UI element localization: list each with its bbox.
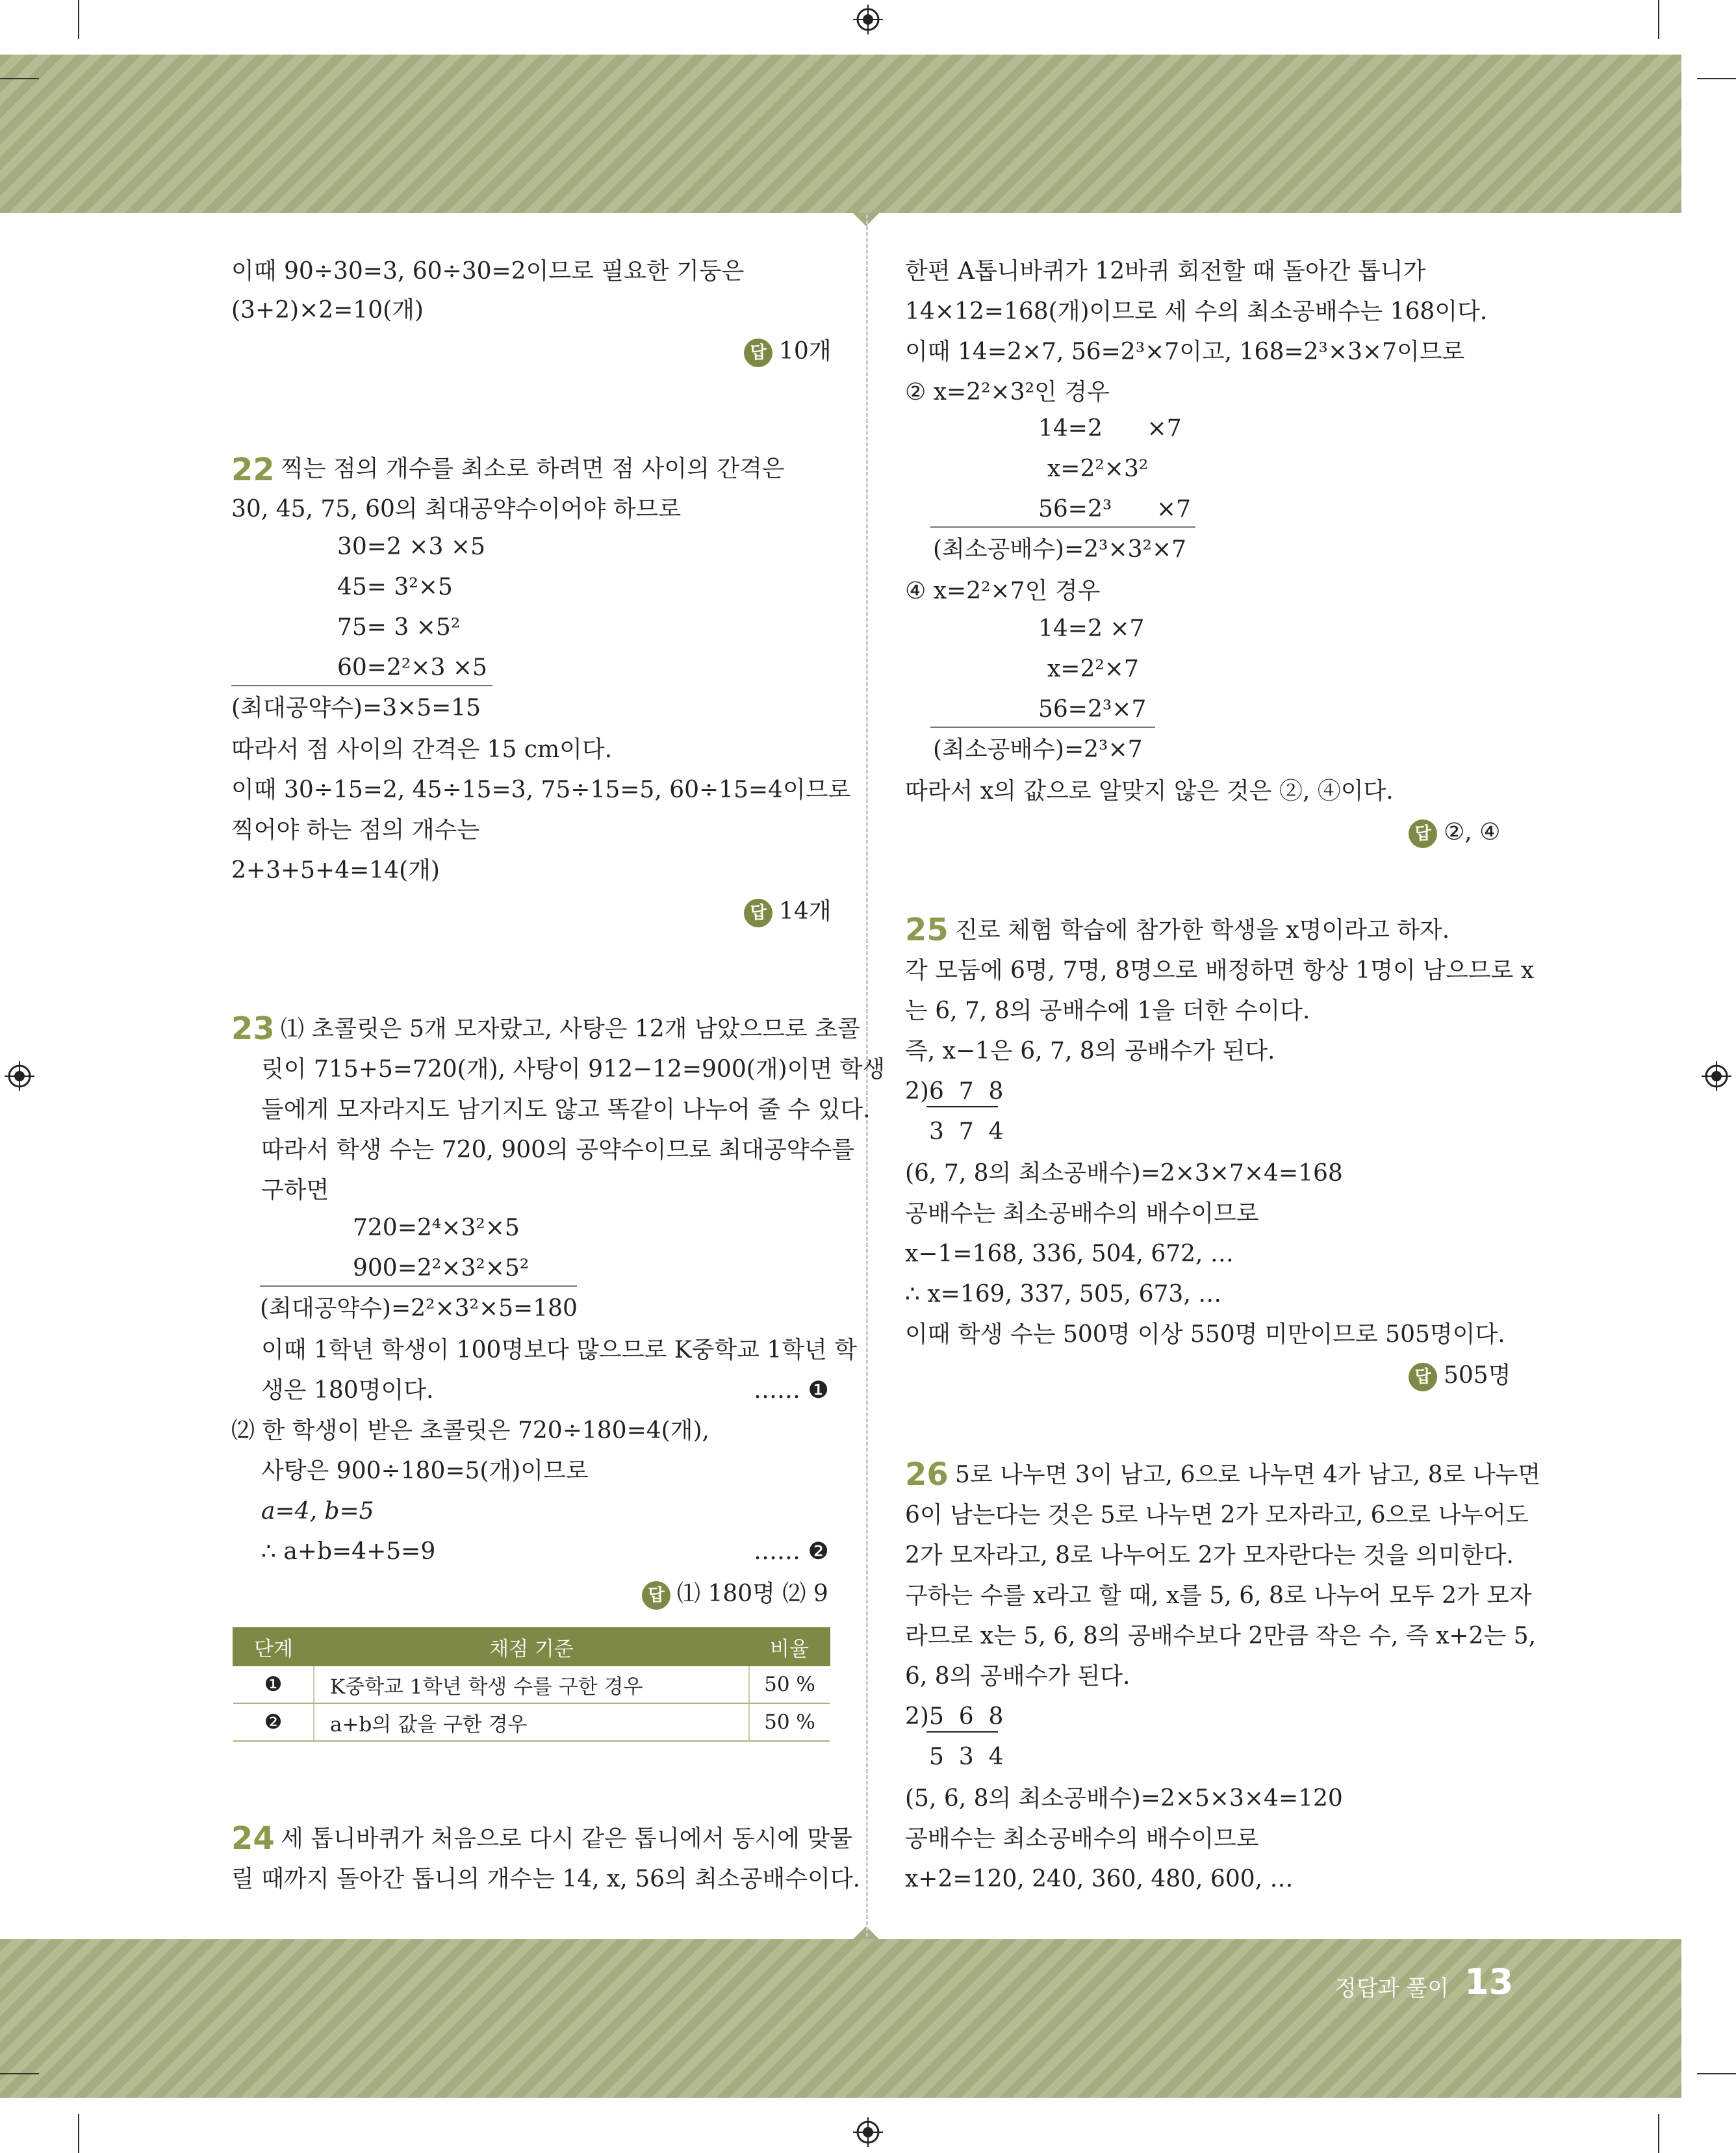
factorization-line: 14=2 ×7 [1038, 415, 1182, 442]
problem-text: 라므로 x는 5, 6, 8의 공배수보다 2만큼 작은 수, 즉 x+2는 5, [905, 1623, 1537, 1649]
factorization-line: 60=2²×3 ×5 [337, 654, 487, 681]
gcd-line: (최대공약수)=3×5=15 [231, 695, 481, 721]
solution-line: 찍어야 하는 점의 개수는 [231, 817, 480, 844]
crop-mark [1697, 78, 1736, 79]
registration-mark-icon [853, 5, 883, 34]
factorization-line: 720=2⁴×3²×5 [353, 1215, 520, 1241]
table-cell: ❷ [233, 1703, 314, 1741]
problem-text: 찍는 점의 개수를 최소로 하려면 점 사이의 간격은 [281, 456, 785, 482]
answer-box [1409, 1361, 1511, 1391]
solution-line: 이때 학생 수는 500명 이상 550명 미만이므로 505명이다. [905, 1321, 1505, 1348]
header-band [0, 55, 1681, 213]
factorization-line: 56=2³×7 [1038, 696, 1147, 723]
answer-box [744, 897, 832, 927]
problem-text: 6, 8의 공배수가 된다. [905, 1663, 1130, 1690]
crop-mark [1658, 2114, 1659, 2153]
registration-mark-icon [853, 2117, 883, 2147]
gcd-line: (최대공약수)=2²×3²×5=180 [260, 1295, 578, 1322]
problem-text: 따라서 학생 수는 720, 900의 공약수이므로 최대공약수를 [261, 1137, 855, 1163]
problem-text: 5로 나누면 3이 남고, 6으로 나누면 4가 남고, 8로 나누면 [955, 1462, 1541, 1488]
division-bottom: 5 3 4 [929, 1744, 1004, 1770]
problem-text: 들에게 모자라지도 남기지도 않고 똑같이 나누어 줄 수 있다. [261, 1096, 871, 1123]
table-cell: K중학교 1학년 학생 수를 구한 경우 [314, 1666, 749, 1703]
crop-mark [1697, 2073, 1736, 2074]
solution-line: a=4, b=5 [261, 1498, 374, 1525]
factorization-line: 30=2 ×3 ×5 [337, 534, 485, 560]
answer-box [642, 1579, 828, 1610]
factorization-line: 14=2 ×7 [1038, 615, 1145, 642]
factorization-line: x=2²×7 [1047, 656, 1139, 682]
scoring-table [233, 1627, 830, 1742]
division-top: 2)5 6 8 [905, 1703, 1004, 1730]
solution-line: 14×12=168(개)이므로 세 수의 최소공배수는 168이다. [905, 298, 1488, 325]
registration-mark-icon [5, 1061, 34, 1091]
solution-line: 공배수는 최소공배수의 배수이므로 [905, 1825, 1259, 1852]
table-row [233, 1666, 830, 1703]
solution-line: ∴ x=169, 337, 505, 673, … [905, 1281, 1222, 1308]
solution-line: ② x=2²×3²인 경우 [905, 379, 1110, 406]
problem-text: 릴 때까지 돌아간 톱니의 개수는 14, x, 56의 최소공배수이다. [231, 1866, 861, 1892]
factorization-line: 56=2³ ×7 [1038, 496, 1192, 522]
solution-line: ∴ a+b=4+5=9 [261, 1538, 436, 1565]
problem-number: 23 [231, 1011, 275, 1047]
answer-text: 505명 [1444, 1362, 1511, 1389]
problem-text: 구하면 [261, 1177, 329, 1204]
solution-line: ⑵ 한 학생이 받은 초콜릿은 720÷180=4(개), [231, 1417, 709, 1444]
answer-badge: 답 [1409, 1363, 1437, 1391]
answer-text: ②, ④ [1444, 819, 1501, 845]
solution-line: 사탕은 900÷180=5(개)이므로 [261, 1458, 589, 1484]
problem-text: ⑴ 초콜릿은 5개 모자랐고, 사탕은 12개 남았으므로 초콜 [281, 1016, 860, 1042]
intro-line: 이때 90÷30=3, 60÷30=2이므로 필요한 기둥은 [231, 258, 745, 285]
answer-badge: 답 [1409, 819, 1437, 848]
division-top: 2)6 7 8 [905, 1078, 1004, 1105]
solution-line: x−1=168, 336, 504, 672, … [905, 1241, 1234, 1267]
step-marker: …… ❷ [754, 1538, 829, 1565]
problem-text: 진로 체험 학습에 참가한 학생을 x명이라고 하자. [955, 917, 1450, 944]
factorization-line: 75= 3 ×5² [337, 614, 461, 641]
problem-number: 26 [905, 1456, 949, 1493]
problem-text: 즉, x−1은 6, 7, 8의 공배수가 된다. [905, 1038, 1275, 1064]
answer-box [744, 337, 832, 367]
problem-text: 구하는 수를 x라고 할 때, x를 5, 6, 8로 나누어 모두 2가 모자 [905, 1582, 1532, 1609]
table-header: 단계 [233, 1628, 314, 1666]
footer-band [0, 1939, 1681, 2098]
table-row [233, 1703, 830, 1741]
factorization-line: 45= 3²×5 [337, 574, 453, 600]
crop-mark [1658, 0, 1659, 39]
solution-line: 생은 180명이다. [261, 1377, 434, 1404]
footer-label: 정답과 풀이 [1335, 1976, 1449, 2002]
solution-line: 따라서 x의 값으로 알맞지 않은 것은 ②, ④이다. [905, 778, 1394, 805]
lcm-line: (최소공배수)=2³×3²×7 [933, 536, 1187, 563]
problem-number: 24 [231, 1820, 275, 1857]
solution-line: x+2=120, 240, 360, 480, 600, … [905, 1866, 1294, 1892]
problem-text: 세 톱니바퀴가 처음으로 다시 같은 톱니에서 동시에 맞물 [281, 1825, 852, 1852]
crop-mark [0, 2073, 39, 2074]
underline-rule [260, 1285, 577, 1287]
table-header: 채점 기준 [314, 1628, 749, 1666]
answer-text: ⑴ 180명 ⑵ 9 [677, 1580, 828, 1607]
solution-line: (5, 6, 8의 최소공배수)=2×5×3×4=120 [905, 1785, 1343, 1812]
intro-line: (3+2)×2=10(개) [231, 297, 424, 324]
step-marker: …… ❶ [754, 1377, 829, 1404]
factorization-line: x=2²×3² [1047, 456, 1149, 482]
underline-rule [930, 727, 1155, 728]
solution-line: ④ x=2²×7인 경우 [905, 578, 1101, 604]
answer-badge: 답 [744, 339, 772, 367]
underline-rule [231, 685, 492, 686]
solution-line: 이때 30÷15=2, 45÷15=3, 75÷15=5, 60÷15=4이므로 [231, 777, 851, 803]
solution-line: 이때 1학년 학생이 100명보다 많으므로 K중학교 1학년 학 [261, 1337, 858, 1363]
crop-mark [78, 2114, 79, 2153]
problem-text: 30, 45, 75, 60의 최대공약수이어야 하므로 [231, 496, 682, 522]
solution-line: (6, 7, 8의 최소공배수)=2×3×7×4=168 [905, 1160, 1343, 1187]
solution-line: 공배수는 최소공배수의 배수이므로 [905, 1200, 1259, 1227]
answer-badge: 답 [642, 1581, 670, 1610]
solution-line: 따라서 점 사이의 간격은 15 cm이다. [231, 736, 613, 763]
crop-mark [78, 0, 79, 39]
problem-text: 6이 남는다는 것은 5로 나누면 2가 모자라고, 6으로 나누어도 [905, 1502, 1529, 1528]
answer-text: 10개 [779, 338, 832, 365]
answer-text: 14개 [779, 898, 832, 925]
factorization-line: 900=2²×3²×5² [353, 1255, 530, 1282]
problem-text: 각 모둠에 6명, 7명, 8명으로 배정하면 항상 1명이 남으므로 x [905, 957, 1535, 984]
table-cell: ❶ [233, 1666, 314, 1703]
crop-mark [0, 78, 39, 79]
problem-text: 는 6, 7, 8의 공배수에 1을 더한 수이다. [905, 998, 1310, 1024]
table-header: 비율 [749, 1628, 830, 1666]
answer-box [1409, 818, 1500, 848]
underline-rule [930, 526, 1195, 528]
solution-line: 한편 A톱니바퀴가 12바퀴 회전할 때 돌아간 톱니가 [905, 258, 1426, 285]
page-number: 13 [1464, 1961, 1514, 2002]
problem-number: 25 [905, 912, 949, 948]
problem-number: 22 [231, 452, 275, 488]
lcm-line: (최소공배수)=2³×7 [933, 736, 1143, 763]
problem-text: 릿이 715+5=720(개), 사탕이 912−12=900(개)이면 학생 [261, 1056, 886, 1083]
solution-line: 2+3+5+4=14(개) [231, 857, 440, 884]
table-cell: 50 % [749, 1666, 830, 1703]
division-bottom: 3 7 4 [929, 1118, 1004, 1145]
problem-text: 2가 모자라고, 8로 나누어도 2가 모자란다는 것을 의미한다. [905, 1542, 1514, 1569]
answer-badge: 답 [744, 899, 772, 927]
solution-line: 이때 14=2×7, 56=2³×7이고, 168=2³×3×7이므로 [905, 339, 1465, 365]
registration-mark-icon [1702, 1061, 1731, 1091]
division-rule [926, 1106, 998, 1107]
division-rule [926, 1731, 998, 1733]
table-cell: a+b의 값을 구한 경우 [314, 1703, 749, 1741]
table-cell: 50 % [749, 1703, 830, 1741]
